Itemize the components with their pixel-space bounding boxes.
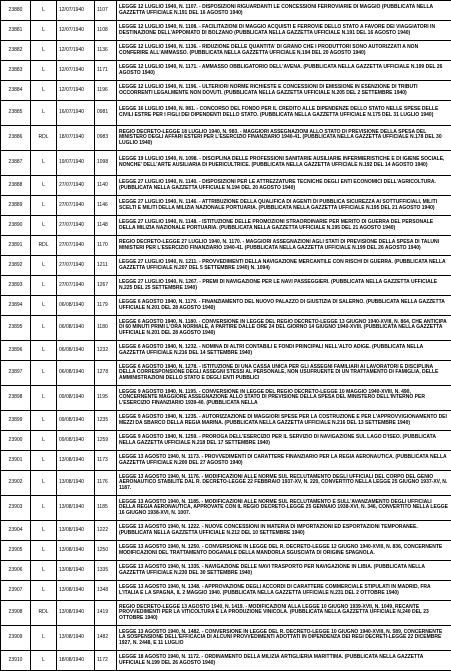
record-number: 23884	[1, 81, 31, 101]
act-description: LEGGE 13 AGOSTO 1940, N. 1348. - APPROVAZIONE DEGLI ACCORDI DI CARATTERE COMMERCIALE STIPULATI IN MADRID, FRA L'ITALIA E LA SPAGNA, IL 2 MAGGIO 1940. (PUBBLICATA NELLA GAZZETTA UFFICIALE N.231 DEL 2 OTTOBRE 1940)	[117, 581, 451, 601]
record-number: 23881	[1, 21, 31, 41]
act-date: 06/08/1940	[57, 341, 95, 361]
act-type: L	[31, 196, 57, 216]
act-number: 1136	[95, 41, 117, 61]
record-number: 23892	[1, 256, 31, 276]
act-date: 27/07/1940	[57, 196, 95, 216]
act-type: L	[31, 361, 57, 386]
table-row	[1, 151, 451, 176]
table-row	[1, 316, 451, 341]
act-number: 1348	[95, 581, 117, 601]
act-number: 1171	[95, 61, 117, 81]
record-number: 23890	[1, 216, 31, 236]
act-type: L	[31, 521, 57, 541]
act-type: L	[31, 256, 57, 276]
act-description: LEGGE 19 LUGLIO 1940, N. 1098. - DISCIPLINA DELLE PROFESSIONI SANITARIE AUSILIARIE INFERMIERISTICHE E DI IGIENE SOCIALE, NONCHE' DELL'ARTE AUSILIARIA DI PUERICULTRICE. (PUBBLICATA NELLA GAZZETTA UFFICIALE N.192 DEL 14 AGOSTO 1940)	[117, 151, 451, 176]
act-description: LEGGE 27 LUGLIO 1940, N. 1148. - ISTITUZIONE DELLE PROMOZIONI STRAORDINARIE PER MERITO DI GUERRA DEL PERSONALE DELLA MILIZIA NAZIONALE PORTUARIA. (PUBBLICATA NELLA GAZZETTA UFFICIALE N.195 DEL 21 AGOSTO 1940)	[117, 216, 451, 236]
table-row	[1, 1, 451, 21]
table-row	[1, 496, 451, 521]
table-row	[1, 451, 451, 471]
act-date: 13/08/1940	[57, 451, 95, 471]
act-number: 1196	[95, 81, 117, 101]
act-number: 1148	[95, 216, 117, 236]
act-description: LEGGE 16 LUGLIO 1940, N. 981. - CONCORSO DEL FONDO PER IL CREDITO ALLE DIPENDENZE DELLO STATO NELLE SPESE DELLE CIVILI ESTRE PER I FIGLI DEI DIPENDENTI DELLO STATO. (PUBBLICATA NELLA GAZZETTA UFFICIALE N.175 DEL 31 LUGLIO 1940)	[117, 101, 451, 126]
act-type: L	[31, 316, 57, 341]
record-number: 23907	[1, 581, 31, 601]
act-type: L	[31, 411, 57, 431]
act-date: 19/07/1940	[57, 151, 95, 176]
act-date: 27/07/1940	[57, 236, 95, 256]
act-date: 18/07/1940	[57, 126, 95, 151]
table-row	[1, 101, 451, 126]
act-description: LEGGE 6 AGOSTO 1940, N. 1232. - NOMINA DI ALTRI CONTABILI E FONDI PRINCIPALI NELL'ALTO ADIGE. (PUBBLICATA NELLA GAZZETTA UFFICIALE N.216 DEL 14 SETTEMBRE 1940)	[117, 341, 451, 361]
record-number: 23883	[1, 61, 31, 81]
table-row	[1, 21, 451, 41]
record-number: 23909	[1, 626, 31, 651]
act-date: 06/08/1940	[57, 296, 95, 316]
act-number: 1232	[95, 341, 117, 361]
act-type: L	[31, 341, 57, 361]
act-description: LEGGE 13 AGOSTO 1940, N. 1173. - PROVVEDIMENTI DI CARATTERE FINANZIARIO PER LA REGIA AERONAUTICA. (PUBBLICATA NELLA GAZZETTA UFFICIALE N.200 DEL 27 AGOSTO 1940)	[117, 451, 451, 471]
act-number: 0981	[95, 101, 117, 126]
act-date: 13/08/1940	[57, 561, 95, 581]
act-date: 13/08/1940	[57, 471, 95, 496]
act-date: 12/07/1940	[57, 61, 95, 81]
act-date: 13/08/1940	[57, 581, 95, 601]
act-number: 1098	[95, 151, 117, 176]
record-number: 23898	[1, 386, 31, 411]
act-type: L	[31, 581, 57, 601]
table-row	[1, 256, 451, 276]
act-type: L	[31, 561, 57, 581]
table-row	[1, 61, 451, 81]
act-description: LEGGE 27 LUGLIO 1940, N. 1211. - PROVVEDIMENTI DELLA NAVIGAZIONE MERCANTILE CON RISCHI DI GUERRA. (PUBBLICATA NELLA GAZZETTA UFFICIALE N.207 DEL 5 SETTEMBRE 1940) N. 1094)	[117, 256, 451, 276]
act-number: 1107	[95, 1, 117, 21]
act-description: LEGGE 12 LUGLIO 1940, N. 1136. - RIDUZIONE DELLE QUANTITA' DI GRANO CHE I PRODUTTORI SONO AUTORIZZATI A NON CONFERIRE ALL'AMMASSO. (PUBBLICATA NELLA GAZZETTA UFFICIALE N.194 DEL 20 AGOSTO 1940)	[117, 41, 451, 61]
act-type: L	[31, 431, 57, 451]
act-type: RDL	[31, 236, 57, 256]
act-type: L	[31, 216, 57, 236]
record-number: 23896	[1, 341, 31, 361]
act-date: 12/07/1940	[57, 81, 95, 101]
act-date: 09/08/1940	[57, 431, 95, 451]
table-row	[1, 41, 451, 61]
act-description: LEGGE 27 LUGLIO 1940, N. 1267. - PREMI DI NAVIGAZIONE PER LE NAVI PASSEGGIERI. (PUBBLICATA NELLA GAZZETTA UFFICIALE N.225 DEL 25 SETTEMBRE 1940)	[117, 276, 451, 296]
act-type: L	[31, 651, 57, 671]
act-description: LEGGE 13 AGOSTO 1940, N. 1185. - MODIFICAZIONI ALLE NORME SUL RECLUTAMENTO E SULL'AVANZAMENTO DEGLI UFFICIALI DELLA REGIA AERONAUTICA, APPROVATE CON IL REGIO DECRETO-LEGGE 25 GENNAIO 1938-XVI, N. 346, CONVERTITO NELLA LEGGE 16 GIUGNO 1938-XVI, N. 1007.	[117, 496, 451, 521]
act-description: LEGGE 13 AGOSTO 1940, N. 1335. - NAVIGAZIONE DELLE NAVI TRASPORTO PER NAVIGAZIONE IN LIBIA. (PUBBLICATA NELLA GAZZETTA UFFICIALE N.230 DEL 30 SETTEMBRE 1940)	[117, 561, 451, 581]
act-number: 1482	[95, 626, 117, 651]
table-row	[1, 341, 451, 361]
act-description: LEGGE 27 LUGLIO 1940, N. 1146. - ATTRIBUZIONE DELLA QUALIFICA DI AGENTI DI PUBBLICA SICUREZZA AI SOTTUFFICIALI, MILITI SCELTI E MILITI DELLA MILIZIA NAZIONALE PORTUARIA. (PUBBLICATA NELLA GAZZETTA UFFICIALE N.195 DEL 21 AGOSTO 1940)	[117, 196, 451, 216]
record-number: 23901	[1, 451, 31, 471]
table-row	[1, 386, 451, 411]
act-number: 1140	[95, 176, 117, 196]
act-date: 27/07/1940	[57, 216, 95, 236]
act-number: 1278	[95, 361, 117, 386]
record-number: 23897	[1, 361, 31, 386]
act-description: LEGGE 12 LUGLIO 1940, N. 1107. - DISPOSIZIONI RIGUARDANTI LE CONCESSIONI FERROVIARIE DI MAGGIO (PUBBLICATA NELLA GAZZETTA UFFICIALE N.191 DEL 16 AGOSTO 1940)	[117, 1, 451, 21]
table-row	[1, 126, 451, 151]
act-number: 1211	[95, 256, 117, 276]
act-number: 1179	[95, 296, 117, 316]
act-number: 1170	[95, 236, 117, 256]
table-row	[1, 521, 451, 541]
act-type: RDL	[31, 126, 57, 151]
act-description: LEGGE 12 LUGLIO 1940, N. 1196. - ULTERIORI NORME RICHIESTE E CONCESSIONI DI EMISSIONE IN ESENZIONE DI TRIBUTI OCCORRENTI LEGALMENTE NON DOVUTI. (PUBBLICATA NELLA GAZZETTA UFFICIALE N.205 DEL 2 SETTEMBRE 1940)	[117, 81, 451, 101]
act-description: LEGGE 6 AGOSTO 1940, N. 1180. - CONVERSIONE IN LEGGE DEL REGIO DECRETO-LEGGE 13 GIUGNO 1940-XVIII, N. 864, CHE ANTICIPA DI 60 MINUTI PRIMI L'ORA NORMALE, A PARTIRE DALLE ORE 24 DEL GIORNO 14 GIUGNO 1940-XVIII. (PUBBLICATA NELLA GAZZETTA UFFICIALE N.201 DEL 28 AGOSTO 1940)	[117, 316, 451, 341]
record-number: 23886	[1, 126, 31, 151]
table-row	[1, 626, 451, 651]
record-number: 23903	[1, 496, 31, 521]
table-row	[1, 471, 451, 496]
table-row	[1, 561, 451, 581]
act-description: REGIO DECRETO-LEGGE 18 LUGLIO 1940, N. 983. - MAGGIORI ASSEGNAZIONI ALLO STATO DI PREVISIONE DELLA SPESA DEL MINISTERO DEGLI AFFARI ESTERI PER L'ESERCIZIO FINANZIARIO 1940-41. (PUBBLICATA NELLA GAZZETTA UFFICIALE N.178 DEL 30 LUGLIO 1940)	[117, 126, 451, 151]
act-description: LEGGE 6 AGOSTO 1940, N. 1179. - FINANZIAMENTO DEL NUOVO PALAZZO DI GIUSTIZIA DI SALERNO. (PUBBLICATA NELLA GAZZETTA UFFICIALE N.201 DEL 28 AGOSTO 1940)	[117, 296, 451, 316]
record-number: 23894	[1, 296, 31, 316]
record-number: 23893	[1, 276, 31, 296]
table-row	[1, 296, 451, 316]
act-type: L	[31, 61, 57, 81]
record-number: 23888	[1, 176, 31, 196]
record-number: 23885	[1, 101, 31, 126]
act-description: LEGGE 9 AGOSTO 1940, N. 1235. - AUTORIZZAZIONE DI MAGGIORI SPESE PER LA COSTRUZIONE E PER L'APPROVVIGIONAMENTO DEI MEZZI DA SBARCO DELLA REGIA MARINA. (PUBBLICATA NELLA GAZZETTA UFFICIALE N.216 DEL 13 SETTEMBRE 1940)	[117, 411, 451, 431]
act-description: REGIO DECRETO-LEGGE 27 LUGLIO 1940, N. 1170. - MAGGIORI ASSEGNAZIONI AGLI STATI DI PREVISIONE DELLA SPESA DI TALUNI MINISTERI PER L'ESERCIZIO FINANZIARIO 1940-41. (PUBBLICATA NELLA GAZZETTA UFFICIALE N.199 DEL 26 AGOSTO 1940)	[117, 236, 451, 256]
record-number: 23906	[1, 561, 31, 581]
act-date: 13/08/1940	[57, 601, 95, 626]
record-number: 23905	[1, 541, 31, 561]
act-number: 1176	[95, 471, 117, 496]
act-description: REGIO DECRETO-LEGGE 13 AGOSTO 1940, N. 1419. - MODIFICAZIONI ALLA LEGGE 10 GIUGNO 1939-XVII, N. 1049, RECANTE PROVVEDIMENTI PER LA VITICOLTURA E LA PRODUZIONE VINICOLA. (PUBBLICATA NELLA GAZZETTA UFFICIALE N.240 DEL 23 OTTOBRE 1940)	[117, 601, 451, 626]
act-description: LEGGE 9 AGOSTO 1940, N. 1195. - CONVERSIONE IN LEGGE DEL REGIO DECRETO-LEGGE 10 MAGGIO 1940-XVIII, N. 490, CONCERNENTE MAGGIORE ASSEGNAZIONE ALLO STATO DI PREVISIONE DELLA SPESA DEL MINISTERO DELL'INTERNO PER L'ESERCIZIO FINANZIARIO 1939-40. (PUBBLICATA NELLA	[117, 386, 451, 411]
act-type: L	[31, 296, 57, 316]
act-type: L	[31, 41, 57, 61]
act-date: 27/07/1940	[57, 256, 95, 276]
act-number: 1180	[95, 316, 117, 341]
table-row	[1, 176, 451, 196]
record-number: 23880	[1, 1, 31, 21]
act-number: 1185	[95, 496, 117, 521]
act-type: L	[31, 101, 57, 126]
act-description: LEGGE 13 AGOSTO 1940, N. 1222. - NUOVE CONCESSIONI IN MATERIA DI IMPORTAZIONI ED ESPORTAZIONI TEMPORANEE. (PUBBLICATA NELLA GAZZETTA UFFICIALE N.212 DEL 10 SETTEMBRE 1940)	[117, 521, 451, 541]
act-number: 1335	[95, 561, 117, 581]
record-number: 23899	[1, 411, 31, 431]
act-description: LEGGE 27 LUGLIO 1940, N. 1140. - DISPOSIZIONI PER LE ATTREZZATURE TECNICHE DEGLI ENTI ECONOMICI DELL'AGRICOLTURA. (PUBBLICATA NELLA GAZZETTA UFFICIALE N.194 DEL 20 AGOSTO 1940)	[117, 176, 451, 196]
record-number: 23891	[1, 236, 31, 256]
act-type: L	[31, 471, 57, 496]
act-type: RDL	[31, 601, 57, 626]
table-row	[1, 236, 451, 256]
act-number: 1108	[95, 21, 117, 41]
table-row	[1, 431, 451, 451]
act-type: L	[31, 21, 57, 41]
table-row	[1, 361, 451, 386]
act-date: 27/07/1940	[57, 276, 95, 296]
act-description: LEGGE 6 AGOSTO 1940, N. 1278. - ISTITUZIONE DI UNA CASSA UNICA PER GLI ASSEGNI FAMILIARI AI LAVORATORI E DISCIPLINA DELLA CORRESPONSIONE DEGLI ASSEGNI STESSI AL PERSONALE, NON USUFRUENTE DI UN TRATTAMENTO DI FAMIGLIA, DELLE AMMINISTRAZIONI DELLO STATO E DEGLI ENTI PUBBLICI	[117, 361, 451, 386]
act-date: 09/08/1940	[57, 411, 95, 431]
act-number: 1195	[95, 386, 117, 411]
act-type: L	[31, 386, 57, 411]
act-date: 13/08/1940	[57, 521, 95, 541]
record-number: 23910	[1, 651, 31, 671]
act-date: 12/07/1940	[57, 1, 95, 21]
act-number: 1250	[95, 541, 117, 561]
act-date: 06/08/1940	[57, 316, 95, 341]
table-row	[1, 196, 451, 216]
act-description: LEGGE 12 LUGLIO 1940, N. 1171. - AMMASSO OBBLIGATORIO DELL'AVENA. (PUBBLICATA NELLA GAZZETTA UFFICIALE N.199 DEL 26 AGOSTO 1940)	[117, 61, 451, 81]
act-number: 1259	[95, 431, 117, 451]
act-type: L	[31, 81, 57, 101]
act-date: 13/08/1940	[57, 626, 95, 651]
record-number: 23900	[1, 431, 31, 451]
act-date: 13/08/1940	[57, 496, 95, 521]
record-number: 23887	[1, 151, 31, 176]
act-type: L	[31, 451, 57, 471]
table-row	[1, 541, 451, 561]
act-description: LEGGE 12 LUGLIO 1940, N. 1108. - FACILITAZIONI DI MAGGIO ACQUISTI E FERROVIE DELLO STATO A FAVORE DEI VIAGGIATORI IN DESTINAZIONE DELL'APPOMATO DI BOLZANO (PUBBLICATA NELLA GAZZETTA UFFICIALE N.191 DEL 16 AGOSTO 1940)	[117, 21, 451, 41]
act-number: 1267	[95, 276, 117, 296]
table-row	[1, 276, 451, 296]
act-description: LEGGE 13 AGOSTO 1940, N. 1250. - CONVERSIONE IN LEGGE DEL R. DECRETO-LEGGE 12 GIUGNO 1940-XVIII, N. 836, CONCERNENTE MODIFICAZIONI DEL TRATTAMENTO DOGANALE DELLA MANDORLA SGUSCIATA DI ORIGINE SPAGNOLA.	[117, 541, 451, 561]
act-number: 1172	[95, 651, 117, 671]
act-date: 18/08/1940	[57, 651, 95, 671]
act-description: LEGGE 13 AGOSTO 1940, N. 1176. - MODIFICAZIONI ALLE NORME SUL RECLUTAMENTO DEGLI UFFICIALI DEL CORPO DEL GENIO AERONAUTICO STABILITE DAL R. DECRETO-LEGGE 22 FEBBRAIO 1937-XV, N. 220, CONVERTITO NELLA LEGGE 25 GIUGNO 1937-XV, N. 1187.	[117, 471, 451, 496]
act-date: 13/08/1940	[57, 541, 95, 561]
table-row	[1, 651, 451, 671]
act-type: L	[31, 541, 57, 561]
act-number: 0983	[95, 126, 117, 151]
record-number: 23902	[1, 471, 31, 496]
act-type: L	[31, 151, 57, 176]
record-number: 23889	[1, 196, 31, 216]
act-type: L	[31, 276, 57, 296]
record-number: 23908	[1, 601, 31, 626]
act-type: L	[31, 496, 57, 521]
act-number: 1146	[95, 196, 117, 216]
act-date: 09/08/1940	[57, 386, 95, 411]
table-row	[1, 216, 451, 236]
act-description: LEGGE 13 AGOSTO 1940, N. 1482. - CONVERSIONE IN LEGGE DEL R. DECRETO-LEGGE 10 GIUGNO 1940-XVIII, N. 589, CONCERNENTE LA SOSPENSIONE DELL'EFFICACIA DI ALCUNI PROVVEDIMENTI ADOTTATI IN DIPENDENZA DEI REGI DECRETI-LEGGE 22 DICEMBRE 1927, N. 2448, E 11 LUGLIO	[117, 626, 451, 651]
record-number: 23904	[1, 521, 31, 541]
act-description: LEGGE 18 AGOSTO 1940, N. 1172. - ORDINAMENTO DELLA MILIZIA ARTIGLIERIA MARITTIMA. (PUBBLICATA NELLA GAZZETTA UFFICIALE N.199 DEL 26 AGOSTO 1940)	[117, 651, 451, 671]
act-number: 1235	[95, 411, 117, 431]
act-date: 12/07/1940	[57, 41, 95, 61]
act-date: 16/07/1940	[57, 101, 95, 126]
table-row	[1, 601, 451, 626]
act-number: 1419	[95, 601, 117, 626]
record-number: 23882	[1, 41, 31, 61]
act-number: 1173	[95, 451, 117, 471]
act-type: L	[31, 176, 57, 196]
act-description: LEGGE 9 AGOSTO 1940, N. 1259. - PROROGA DELL'ESERCIZIO PER IL SERVIZIO DI NAVIGAZIONE SUL LAGO D'ISEO. (PUBBLICATA NELLA GAZZETTA UFFICIALE N.218 DEL 17 SETTEMBRE 1940)	[117, 431, 451, 451]
act-type: L	[31, 1, 57, 21]
record-number: 23895	[1, 316, 31, 341]
act-type: L	[31, 626, 57, 651]
act-date: 06/08/1940	[57, 361, 95, 386]
act-date: 27/07/1940	[57, 176, 95, 196]
table-row	[1, 81, 451, 101]
act-date: 12/07/1940	[57, 21, 95, 41]
table-row	[1, 411, 451, 431]
act-number: 1222	[95, 521, 117, 541]
table-row	[1, 581, 451, 601]
registry-body	[1, 1, 451, 671]
